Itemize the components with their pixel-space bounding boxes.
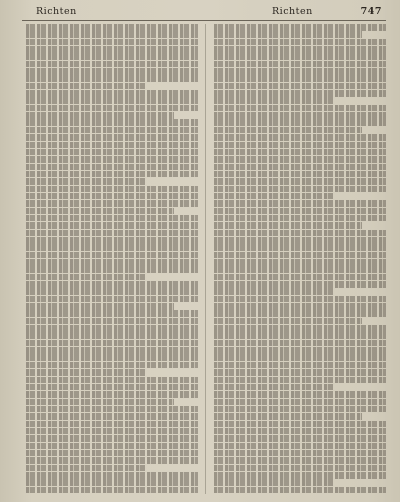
text-line <box>26 171 198 178</box>
text-line <box>26 31 198 38</box>
text-line <box>214 244 386 251</box>
text-line <box>26 465 146 472</box>
text-line <box>26 53 198 60</box>
text-line <box>214 31 362 38</box>
text-line <box>26 274 146 281</box>
text-line <box>26 266 198 273</box>
running-header <box>22 6 386 20</box>
text-line <box>214 266 386 273</box>
text-line <box>214 164 386 171</box>
text-line <box>26 149 198 156</box>
text-line <box>214 39 386 46</box>
text-line <box>26 281 198 288</box>
text-line <box>26 296 198 303</box>
text-line <box>26 288 198 295</box>
text-line <box>26 68 198 75</box>
text-line <box>26 215 198 222</box>
text-line <box>26 479 198 486</box>
text-line <box>214 83 386 90</box>
text-line <box>214 53 386 60</box>
text-line <box>214 259 386 266</box>
text-line <box>214 435 386 442</box>
text-line <box>26 310 198 317</box>
text-line <box>214 332 386 339</box>
text-line <box>214 325 386 332</box>
text-line <box>26 450 198 457</box>
text-line <box>26 399 174 406</box>
text-line <box>214 399 386 406</box>
text-line <box>26 75 198 82</box>
text-line <box>214 450 386 457</box>
text-line <box>26 83 146 90</box>
text-line <box>214 61 386 68</box>
text-line <box>214 472 386 479</box>
text-line <box>26 384 198 391</box>
text-line <box>214 112 386 119</box>
text-line <box>214 296 386 303</box>
text-line <box>214 97 334 104</box>
text-line <box>26 237 198 244</box>
text-line <box>214 347 386 354</box>
text-line <box>214 186 386 193</box>
text-line <box>26 369 146 376</box>
text-line <box>214 391 386 398</box>
text-line <box>214 479 334 486</box>
text-line <box>214 377 386 384</box>
text-line <box>214 252 386 259</box>
text-line <box>26 97 198 104</box>
text-line <box>214 68 386 75</box>
text-line <box>26 421 198 428</box>
text-line <box>26 61 198 68</box>
text-line <box>26 230 198 237</box>
text-line <box>26 178 146 185</box>
text-line <box>214 134 386 141</box>
text-line <box>214 457 386 464</box>
text-line <box>214 171 386 178</box>
text-line <box>214 406 386 413</box>
text-line <box>26 46 198 53</box>
text-line <box>214 24 386 31</box>
text-line <box>214 208 386 215</box>
text-line <box>26 193 198 200</box>
text-line <box>214 127 362 134</box>
text-line <box>26 259 198 266</box>
text-line <box>214 421 386 428</box>
text-line <box>26 428 198 435</box>
text-line <box>26 112 174 119</box>
text-line <box>214 310 386 317</box>
text-line <box>214 340 386 347</box>
text-line <box>214 90 386 97</box>
text-line <box>26 318 198 325</box>
text-line <box>26 354 198 361</box>
text-line <box>214 428 386 435</box>
text-line <box>26 127 198 134</box>
text-line <box>214 465 386 472</box>
text-line <box>26 362 198 369</box>
text-line <box>26 487 198 494</box>
text-line <box>26 156 198 163</box>
text-line <box>26 443 198 450</box>
column-divider <box>205 24 206 494</box>
text-column-left <box>26 24 198 496</box>
text-line <box>214 75 386 82</box>
text-line <box>26 134 198 141</box>
text-line <box>26 222 198 229</box>
text-line <box>26 457 198 464</box>
text-line <box>214 443 386 450</box>
text-column-right <box>214 24 386 496</box>
page-number: 747 <box>360 6 382 17</box>
text-line <box>26 200 198 207</box>
text-line <box>214 318 362 325</box>
text-line <box>26 39 198 46</box>
text-line <box>26 435 198 442</box>
text-line <box>26 164 198 171</box>
text-line <box>214 46 386 53</box>
text-line <box>214 156 386 163</box>
text-line <box>214 281 386 288</box>
text-line <box>26 119 198 126</box>
text-line <box>214 384 334 391</box>
text-line <box>26 347 198 354</box>
text-line <box>26 208 174 215</box>
text-line <box>214 200 386 207</box>
text-line <box>214 149 386 156</box>
text-line <box>214 362 386 369</box>
text-line <box>26 406 198 413</box>
text-line <box>214 215 386 222</box>
text-line <box>214 413 362 420</box>
text-line <box>26 303 174 310</box>
text-line <box>214 222 362 229</box>
text-line <box>214 487 386 494</box>
text-line <box>26 105 198 112</box>
text-line <box>26 413 198 420</box>
text-line <box>26 332 198 339</box>
text-line <box>26 325 198 332</box>
text-line <box>214 369 386 376</box>
text-line <box>214 288 334 295</box>
text-line <box>214 274 386 281</box>
text-line <box>26 340 198 347</box>
text-line <box>26 252 198 259</box>
text-line <box>26 472 198 479</box>
text-line <box>26 24 198 31</box>
text-line <box>214 105 386 112</box>
text-line <box>214 237 386 244</box>
text-line <box>214 303 386 310</box>
text-line <box>26 377 198 384</box>
header-left-word: Richten <box>36 6 77 17</box>
text-line <box>26 142 198 149</box>
text-line <box>26 391 198 398</box>
header-rule <box>22 20 386 21</box>
text-line <box>214 230 386 237</box>
text-line <box>26 90 198 97</box>
text-line <box>214 193 334 200</box>
header-middle-word: Richten <box>272 6 313 17</box>
text-line <box>214 142 386 149</box>
text-line <box>214 119 386 126</box>
text-line <box>26 244 198 251</box>
text-line <box>214 178 386 185</box>
text-line <box>214 354 386 361</box>
text-line <box>26 186 198 193</box>
